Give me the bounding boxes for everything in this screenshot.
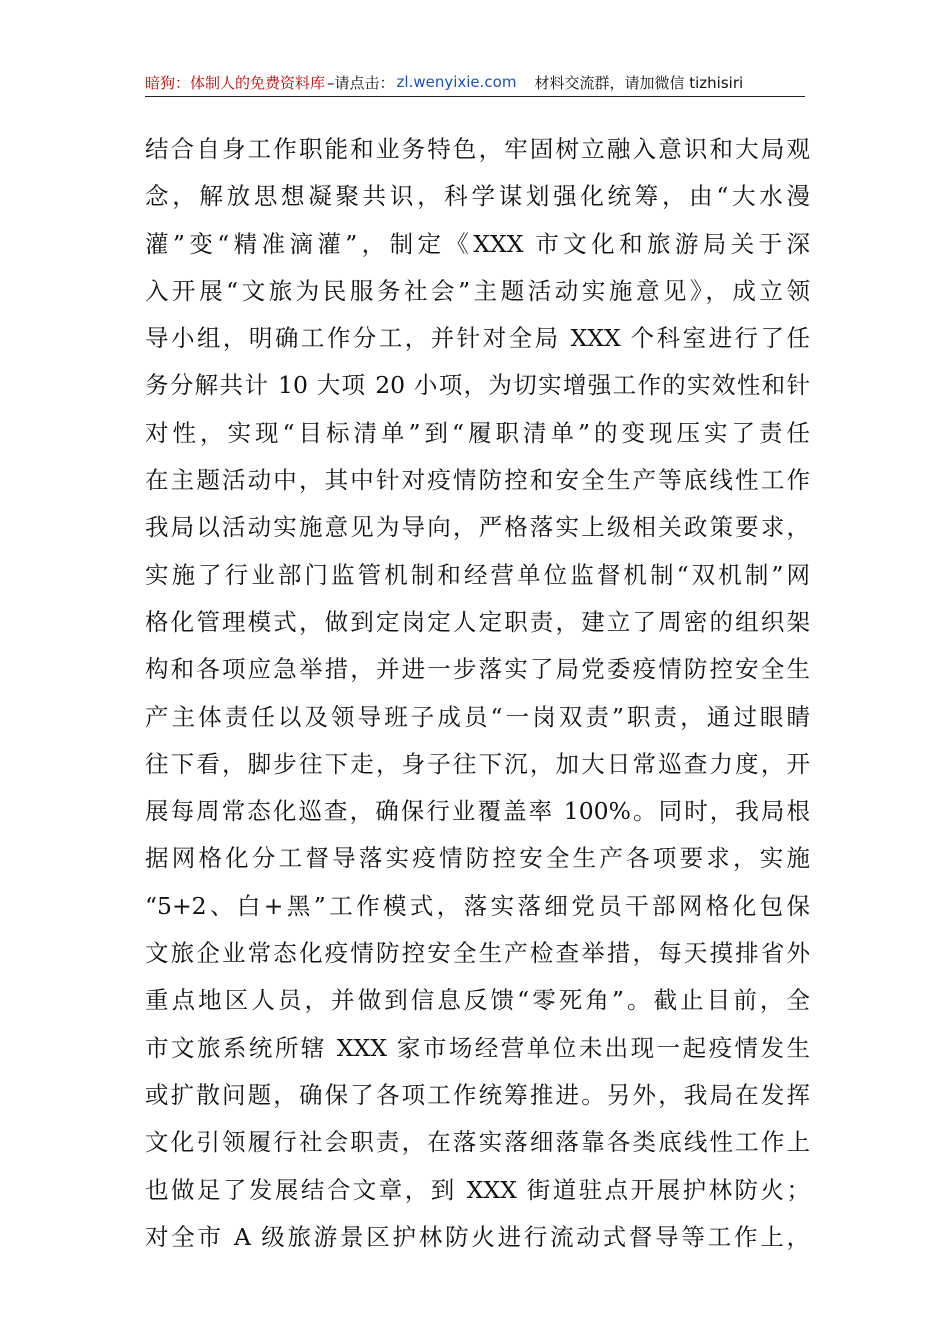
- text-line: 也做足了发展结合文章，到 XXX 街道驻点开展护林防火；: [145, 1175, 810, 1204]
- text-line: 务分解共计 10 大项 20 小项，为切实增强工作的实效性和针: [145, 371, 810, 400]
- header-contact: 材料交流群，请加微信 tizhisiri: [534, 73, 744, 92]
- text-line: 展每周常态化巡查，确保行业覆盖率 100%。同时，我局根: [145, 797, 810, 826]
- text-line: 产主体责任以及领导班子成员“一岗双责”职责，通过眼睛: [145, 702, 810, 731]
- text-line: 市文旅系统所辖 XXX 家市场经营单位未出现一起疫情发生: [145, 1033, 810, 1062]
- header-brand: 暗狗：体制人的免费资料库: [145, 73, 326, 92]
- header-link[interactable]: zl.wenyixie.com: [396, 73, 517, 91]
- text-line: 导小组，明确工作分工，并针对全局 XXX 个科室进行了任: [145, 324, 810, 353]
- text-line: 文化引领履行社会职责，在落实落细落靠各类底线性工作上: [145, 1128, 810, 1157]
- text-line: 文旅企业常态化疫情防控安全生产检查举措，每天摸排省外: [145, 939, 810, 968]
- text-line: 对全市 A 级旅游景区护林防火进行流动式督导等工作上，: [145, 1222, 810, 1251]
- body-text: [145, 126, 810, 1261]
- page-header: [145, 70, 805, 94]
- text-line: 我局以活动实施意见为导向，严格落实上级相关政策要求，: [145, 513, 810, 542]
- text-line: 入开展“文旅为民服务社会”主题活动实施意见》，成立领: [145, 276, 810, 305]
- text-line: 灌”变“精准滴灌”，制定《XXX 市文化和旅游局关于深: [145, 229, 810, 258]
- text-line: 或扩散问题，确保了各项工作统筹推进。另外，我局在发挥: [145, 1080, 810, 1109]
- text-line: 格化管理模式，做到定岗定人定职责，建立了周密的组织架: [145, 607, 810, 636]
- header-divider: [145, 96, 805, 97]
- text-line: 重点地区人员，并做到信息反馈“零死角”。截止目前，全: [145, 986, 810, 1015]
- text-line: 念，解放思想凝聚共识，科学谋划强化统筹，由“大水漫: [145, 182, 810, 211]
- text-line: “5+2、白+黑”工作模式，落实落细党员干部网格化包保: [145, 891, 810, 920]
- text-line: 在主题活动中，其中针对疫情防控和安全生产等底线性工作: [145, 466, 810, 495]
- header-prompt: –请点击：: [327, 73, 395, 92]
- text-line: 据网格化分工督导落实疫情防控安全生产各项要求，实施: [145, 844, 810, 873]
- text-line: 实施了行业部门监管机制和经营单位监督机制“双机制”网: [145, 560, 810, 589]
- text-line: 对性，实现“目标清单”到“履职清单”的变现压实了责任: [145, 418, 810, 447]
- text-line: 结合自身工作职能和业务特色，牢固树立融入意识和大局观: [145, 135, 810, 163]
- text-line: 构和各项应急举措，并进一步落实了局党委疫情防控安全生: [145, 655, 810, 684]
- text-line: 往下看，脚步往下走，身子往下沉，加大日常巡查力度，开: [145, 749, 810, 778]
